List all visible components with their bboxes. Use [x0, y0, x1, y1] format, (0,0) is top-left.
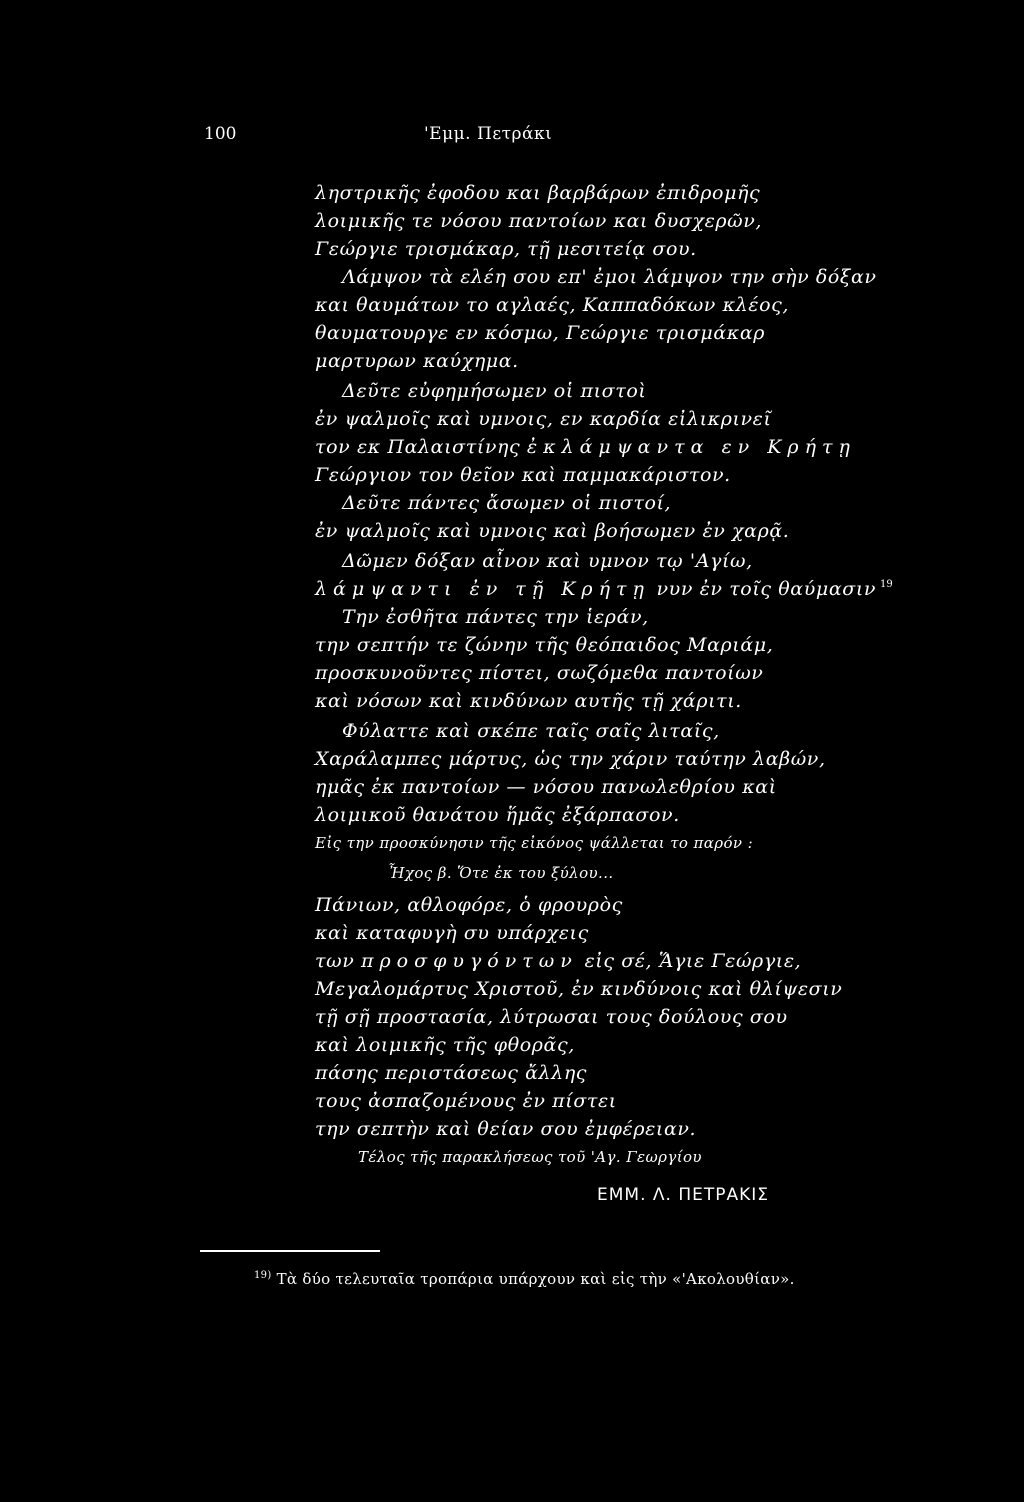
text-line: τῇ σῇ προστασία, λύτρωσαι τους δούλους σου	[315, 1006, 788, 1028]
text-line: καὶ καταφυγὴ συ υπάρχεις	[315, 922, 589, 944]
text-segment: τον εκ Παλαιστίνης	[315, 436, 521, 458]
spaced-text: ἐκλάμψαντα εν Κρήτῃ	[526, 436, 856, 458]
rubric: Εἰς την προσκύνησιν τῆς εἰκόνος ψάλλεται το παρόν :	[315, 834, 754, 852]
tone-heading: Ἦχος β. Ὅτε ἐκ του ξύλου...	[388, 864, 614, 882]
author-signature: ΕΜΜ. Λ. ΠΕΤΡΑΚΙΣ	[597, 1185, 770, 1205]
footnote-marker: 19)	[254, 1270, 272, 1281]
text-line	[315, 578, 893, 600]
footnote-ref: 19	[880, 579, 893, 590]
text-line: Πάνιων, αθλοφόρε, ὁ φρουρὸς	[315, 894, 623, 916]
text-line: Γεώργιον τον θεῖον καὶ παμμακάριστον.	[315, 464, 731, 486]
text-segment: εἰς σέ, Ἅγιε Γεώργιε,	[584, 950, 802, 972]
spaced-text: λάμψαντι ἐν τῇ Κρήτῃ	[315, 578, 650, 600]
footnote	[254, 1270, 795, 1288]
text-line: Δῶμεν δόξαν αἶνον καὶ υμνον τῳ 'Αγίω,	[342, 550, 753, 572]
footnote-divider	[200, 1250, 380, 1252]
footnote-text: Τὰ δύο τελευταῖα τροπάρια υπάρχουν καὶ εἰς τὴν «'Ακολουθίαν».	[276, 1270, 795, 1288]
text-line: την σεπτήν τε ζώνην τῆς θεόπαιδος Μαριάμ,	[315, 634, 774, 656]
text-line: καὶ νόσων καὶ κινδύνων αυτῆς τῇ χάριτι.	[315, 690, 742, 712]
text-line: καὶ λοιμικῆς τῆς φθορᾶς,	[315, 1034, 575, 1056]
text-line: ἐν ψαλμοῖς καὶ υμνοις καὶ βοήσωμεν ἐν χαρᾷ.	[315, 520, 790, 542]
closing-rubric: Τέλος τῆς παρακλήσεως τοῦ 'Αγ. Γεωργίου	[358, 1148, 702, 1166]
text-line: και θαυμάτων το αγλαές, Καππαδόκων κλέος,	[315, 294, 790, 316]
text-line: προσκυνοῦντες πίστει, σωζόμεθα παντοίων	[315, 662, 764, 684]
text-segment: των	[315, 950, 355, 972]
text-line: τους ἀσπαζομένους ἐν πίστει	[315, 1090, 617, 1112]
text-line: λοιμικοῦ θανάτου ἥμᾶς ἐξάρπασον.	[315, 804, 680, 826]
text-line: την σεπτὴν καὶ θείαν σου ἐμφέρειαν.	[315, 1118, 697, 1140]
page-number: 100	[204, 124, 237, 144]
text-line: Λάμψον τὰ ελέη σου επ' ἐμοι λάμψον την σὴν δόξαν	[342, 266, 877, 288]
text-line: Φύλαττε καὶ σκέπε ταῖς σαῖς λιταῖς,	[342, 720, 720, 742]
text-segment: νυν ἐν τοῖς θαύμασιν	[656, 578, 877, 600]
spaced-text: προσφυγόντων	[361, 950, 578, 972]
text-line: ληστρικῆς ἐφοδου και βαρβάρων ἐπιδρομῆς	[315, 182, 761, 204]
text-line: Την ἐσθῆτα πάντες την ἱεράν,	[342, 606, 649, 628]
text-line	[315, 950, 801, 972]
text-line: ημᾶς ἐκ παντοίων — νόσου πανωλεθρίου καὶ	[315, 776, 777, 798]
text-line: ἐν ψαλμοῖς καὶ υμνοις, εν καρδία εἰλικρινεῖ	[315, 408, 772, 430]
text-line: λοιμικῆς τε νόσου παντοίων και δυσχερῶν,	[315, 210, 763, 232]
text-line: Χαράλαμπες μάρτυς, ὡς την χάριν ταύτην λαβών,	[315, 748, 826, 770]
text-line: Μεγαλομάρτυς Χριστοῦ, ἐν κινδύνοις καὶ θλίψεσιν	[315, 978, 843, 1000]
text-line: Δεῦτε εὐφημήσωμεν οἱ πιστοὶ	[342, 380, 647, 402]
running-head: 'Εμμ. Πετράκι	[424, 124, 553, 144]
text-line: Γεώργιε τρισμάκαρ, τῇ μεσιτείᾳ σου.	[315, 238, 697, 260]
text-line: Δεῦτε πάντες ἄσωμεν οἱ πιστοί,	[342, 492, 672, 514]
text-line	[315, 436, 856, 458]
text-line: θαυματουργε εν κόσμω, Γεώργιε τρισμάκαρ	[315, 322, 766, 344]
text-line: πάσης περιστάσεως ἄλλης	[315, 1062, 588, 1084]
text-line: μαρτυρων καύχημα.	[315, 350, 519, 372]
